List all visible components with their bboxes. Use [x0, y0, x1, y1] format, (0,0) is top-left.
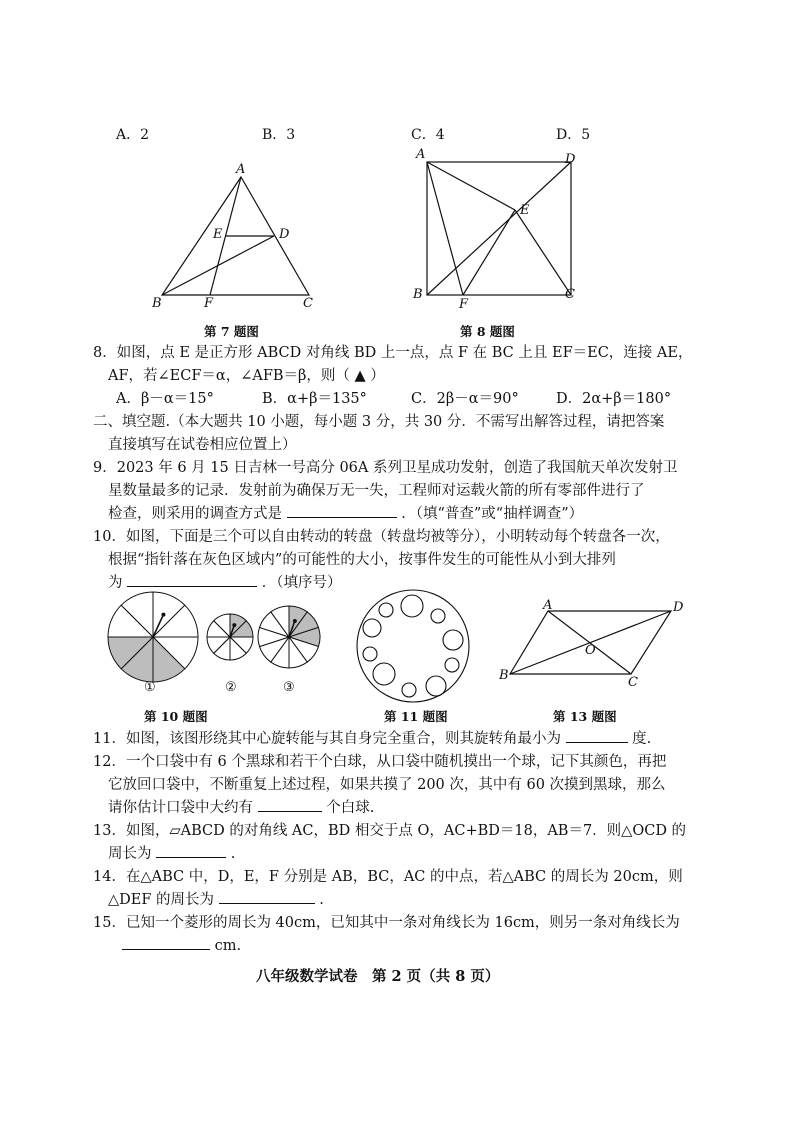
q14-answer-blank[interactable] — [219, 889, 315, 904]
fig7-label-d: D — [279, 227, 290, 242]
fig7-caption: 第 7 题图 — [204, 324, 259, 339]
q9-line1: 9．2023 年 6 月 15 日吉林一号高分 06A 系列卫星成功发射，创造了我国航天单次发射卫 — [93, 460, 678, 476]
q12-answer-blank[interactable] — [258, 797, 322, 812]
fig7-label-a: A — [236, 162, 246, 177]
q10-line2: 根据“指针落在灰色区域内”的可能性的大小，按事件发生的可能性从小到大排列 — [108, 552, 616, 568]
q13-line2-text: 周长为 — [108, 846, 152, 862]
q10-line3-text: 为 — [108, 575, 123, 591]
q10-line3-tail: ．（填序号） — [261, 575, 342, 591]
q11-text: 11．如图，该图形绕其中心旋转能与其自身完全重合，则其旋转角最小为 — [93, 731, 561, 747]
fig8-label-c: C — [565, 287, 575, 302]
q12-line3 — [108, 797, 374, 820]
q13-line2-tail: . — [230, 846, 236, 862]
q7-option-d: D．5 — [556, 127, 591, 143]
q11-tail: 度. — [632, 731, 652, 747]
fig7-label-e: E — [213, 227, 223, 242]
spinner-2 — [207, 614, 253, 660]
fig13-label-b: B — [499, 668, 509, 683]
spinner-3 — [258, 606, 320, 668]
q15-line2 — [122, 935, 241, 958]
q9-line3-tail: ．（填“普查”或“抽样调查”） — [401, 506, 584, 522]
fig7-label-b: B — [152, 296, 162, 311]
q7-option-b: B．3 — [262, 127, 296, 143]
page-footer: 八年级数学试卷 第 2 页（共 8 页） — [256, 968, 500, 985]
fig8-label-e: E — [520, 203, 530, 218]
section2-line1: 二、填空题.（本大题共 10 小题，每小题 3 分，共 30 分．不需写出解答过程，请把答案 — [93, 414, 665, 430]
q9-line2: 星数量最多的记录．发射前为确保万无一失，工程师对运载火箭的所有零部件进行了 — [108, 483, 645, 499]
fig13-caption: 第 13 题图 — [553, 709, 617, 724]
q8-option-b: B．α+β＝135° — [262, 391, 367, 407]
fig8-caption: 第 8 题图 — [460, 324, 515, 339]
fig13-label-c: C — [628, 675, 638, 690]
fig7-label-f: F — [204, 296, 214, 311]
q8-option-a: A．β－α＝15° — [116, 391, 214, 407]
spinner2-pointer-head — [232, 623, 236, 627]
q11-answer-blank[interactable] — [566, 728, 628, 743]
fig7-label-c: C — [303, 296, 313, 311]
fig8-label-d: D — [565, 152, 576, 167]
fig8-label-f: F — [459, 297, 469, 312]
fig8-label-a: A — [416, 147, 426, 162]
spinner1-pointer-head — [161, 613, 165, 617]
spinner-3-label: ③ — [283, 680, 295, 695]
q13-answer-blank[interactable] — [156, 843, 226, 858]
q7-option-c: C．4 — [411, 127, 445, 143]
q8-option-c: C．2β－α＝90° — [411, 391, 519, 407]
q12-line2: 它放回口袋中，不断重复上述过程，如果共摸了 200 次，其中有 60 次摸到黑球，那么 — [108, 777, 666, 793]
q8-line1: 8．如图，点 E 是正方形 ABCD 对角线 BD 上一点，点 F 在 BC 上且 EF＝EC，连接 AE， — [93, 345, 693, 361]
spinner-1-label: ① — [144, 680, 156, 695]
fig8-label-b: B — [413, 287, 423, 302]
q9-line3-text: 检查，则采用的调查方式是 — [108, 506, 282, 522]
q12-line3-tail: 个白球. — [326, 800, 375, 816]
q11-line — [93, 728, 651, 751]
q13-line1: 13．如图，▱ABCD 的对角线 AC，BD 相交于点 O，AC+BD＝18，AB＝7．则△OCD 的 — [93, 823, 687, 839]
fig11-circle-pattern — [357, 590, 469, 702]
fig13-label-a: A — [543, 598, 553, 613]
spinner3-pointer-head — [293, 619, 297, 623]
fig11-caption: 第 11 题图 — [384, 709, 448, 724]
q15-answer-blank[interactable] — [122, 935, 210, 950]
spinner-2-label: ② — [225, 680, 237, 695]
q14-line2-text: △DEF 的周长为 — [108, 892, 215, 908]
fig13-label-o: O — [585, 643, 596, 658]
q13-line2 — [108, 843, 235, 866]
q15-line2-tail: cm. — [214, 938, 242, 954]
q8-option-d: D．2α+β＝180° — [556, 391, 672, 407]
q14-line2 — [108, 889, 324, 912]
q8-line2: AF，若∠ECF＝α，∠AFB＝β，则（ ▲ ） — [108, 368, 385, 384]
q15-line1: 15．已知一个菱形的周长为 40cm，已知其中一条对角线长为 16cm，则另一条对角线长为 — [93, 915, 680, 931]
section2-line2: 直接填写在试卷相应位置上） — [108, 437, 297, 453]
q10-line1: 10．如图，下面是三个可以自由转动的转盘（转盘均被等分），小明转动每个转盘各一次， — [93, 529, 670, 545]
q7-option-a: A．2 — [116, 127, 150, 143]
q14-line1: 14．在△ABC 中，D，E，F 分别是 AB，BC，AC 的中点，若△ABC 的周长为 20cm，则 — [93, 869, 683, 885]
spinner-1 — [108, 592, 198, 682]
q12-line3-text: 请你估计口袋中大约有 — [108, 800, 253, 816]
q12-line1: 12．一个口袋中有 6 个黑球和若干个白球，从口袋中随机摸出一个球，记下其颜色，再把 — [93, 754, 667, 770]
fig10-caption: 第 10 题图 — [144, 709, 208, 724]
q14-line2-tail: . — [319, 892, 324, 908]
fig13-label-d: D — [673, 600, 684, 615]
